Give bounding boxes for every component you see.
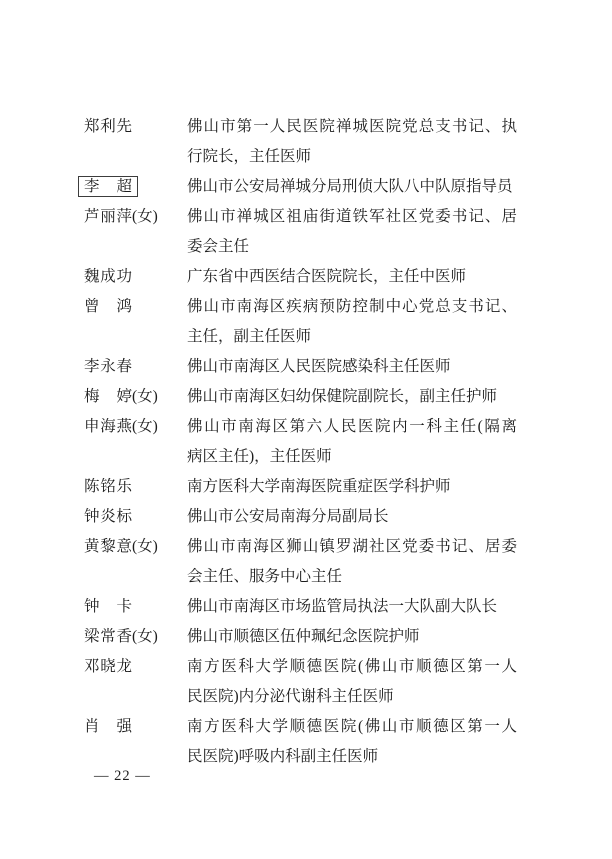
person-name-text: 申海燕 [84,418,132,435]
list-item [84,172,524,202]
person-name [84,202,187,232]
position-line: 会主任、服务中心主任 [187,568,343,585]
person-name [84,622,187,652]
position-line: 主任，副主任医师 [187,328,312,345]
position-line: 南方医科大学顺德医院(佛山市顺德区第一人 [187,658,517,675]
list-item [84,202,524,262]
list-item [84,532,524,592]
person-name-text: 肖强 [84,718,132,735]
list-item [84,382,524,412]
position-line: 佛山市南海区疾病预防控制中心党总支书记、 [187,298,517,315]
position-line: 佛山市南海区人民医院感染科主任医师 [187,358,451,375]
person-name-text: 梁常香 [84,628,132,645]
person-name [84,172,187,202]
position-line: 佛山市禅城区祖庙街道铁军社区党委书记、居 [187,208,517,225]
position-line: 佛山市公安局南海分局副局长 [187,508,389,525]
person-position [187,112,517,172]
list-item [84,112,524,172]
position-line: 佛山市南海区市场监管局执法一大队副大队长 [187,598,498,615]
person-position [187,172,517,202]
person-name-text: 邓晓龙 [84,658,132,675]
list-item [84,262,524,292]
position-line: 佛山市第一人民医院禅城医院党总支书记、执 [187,118,517,135]
position-line: 佛山市南海区妇幼保健院副院长，副主任护师 [187,388,498,405]
gender-suffix: (女) [132,628,158,645]
person-position [187,352,517,382]
person-name [84,352,187,382]
position-line: 民医院)呼吸内科副主任医师 [187,748,379,765]
list-item [84,652,524,712]
position-line: 佛山市顺德区伍仲珮纪念医院护师 [187,628,420,645]
person-position [187,622,517,652]
person-name [84,112,187,142]
person-name [84,712,187,742]
person-position [187,412,517,472]
person-name-text: 梅婷 [84,388,132,405]
person-name [84,502,187,532]
person-name-text: 李永春 [84,358,132,375]
person-position [187,592,517,622]
position-line: 民医院)内分泌代谢科主任医师 [187,688,394,705]
person-name [84,412,187,442]
person-name-text: 李超 [84,178,132,195]
list-item [84,352,524,382]
person-name-text: 芦丽萍 [84,208,132,225]
person-name-text: 魏成功 [84,268,132,285]
list-item [84,412,524,472]
position-line: 广东省中西医结合医院院长，主任中医师 [187,268,467,285]
position-line: 南方医科大学南海医院重症医学科护师 [187,478,451,495]
gender-suffix: (女) [132,208,158,225]
person-position [187,502,517,532]
list-item [84,472,524,502]
list-item [84,292,524,352]
position-line: 佛山市南海区狮山镇罗湖社区党委书记、居委 [187,538,517,555]
person-name-text: 陈铭乐 [84,478,132,495]
gender-suffix: (女) [132,538,158,555]
list-item [84,502,524,532]
person-name-text: 曾鸿 [84,298,132,315]
entry-list [84,112,524,772]
person-name [84,652,187,682]
list-item [84,592,524,622]
position-line: 佛山市公安局禅城分局刑侦大队八中队原指导员 [187,178,513,195]
person-name-text: 黄黎意 [84,538,132,555]
person-position [187,262,517,292]
person-name [84,382,187,412]
deceased-name-box [78,176,138,197]
gender-suffix: (女) [132,388,158,405]
person-name [84,532,187,562]
person-position [187,712,517,772]
list-item [84,712,524,772]
person-name-text: 钟炎标 [84,508,132,525]
list-item [84,622,524,652]
person-position [187,652,517,712]
page-number: — 22 — [94,768,151,784]
person-name [84,472,187,502]
person-name [84,592,187,622]
position-line: 佛山市南海区第六人民医院内一科主任(隔离 [187,418,517,435]
person-position [187,292,517,352]
position-line: 委会主任 [187,238,250,255]
person-name [84,292,187,322]
position-line: 行院长，主任医师 [187,148,312,165]
person-position [187,472,517,502]
person-position [187,382,517,412]
gender-suffix: (女) [132,418,158,435]
position-line: 病区主任)，主任医师 [187,448,332,465]
position-line: 南方医科大学顺德医院(佛山市顺德区第一人 [187,718,517,735]
person-name-text: 郑利先 [84,118,132,135]
person-position [187,202,517,262]
person-name-text: 钟卡 [84,598,132,615]
person-position [187,532,517,592]
person-name [84,262,187,292]
